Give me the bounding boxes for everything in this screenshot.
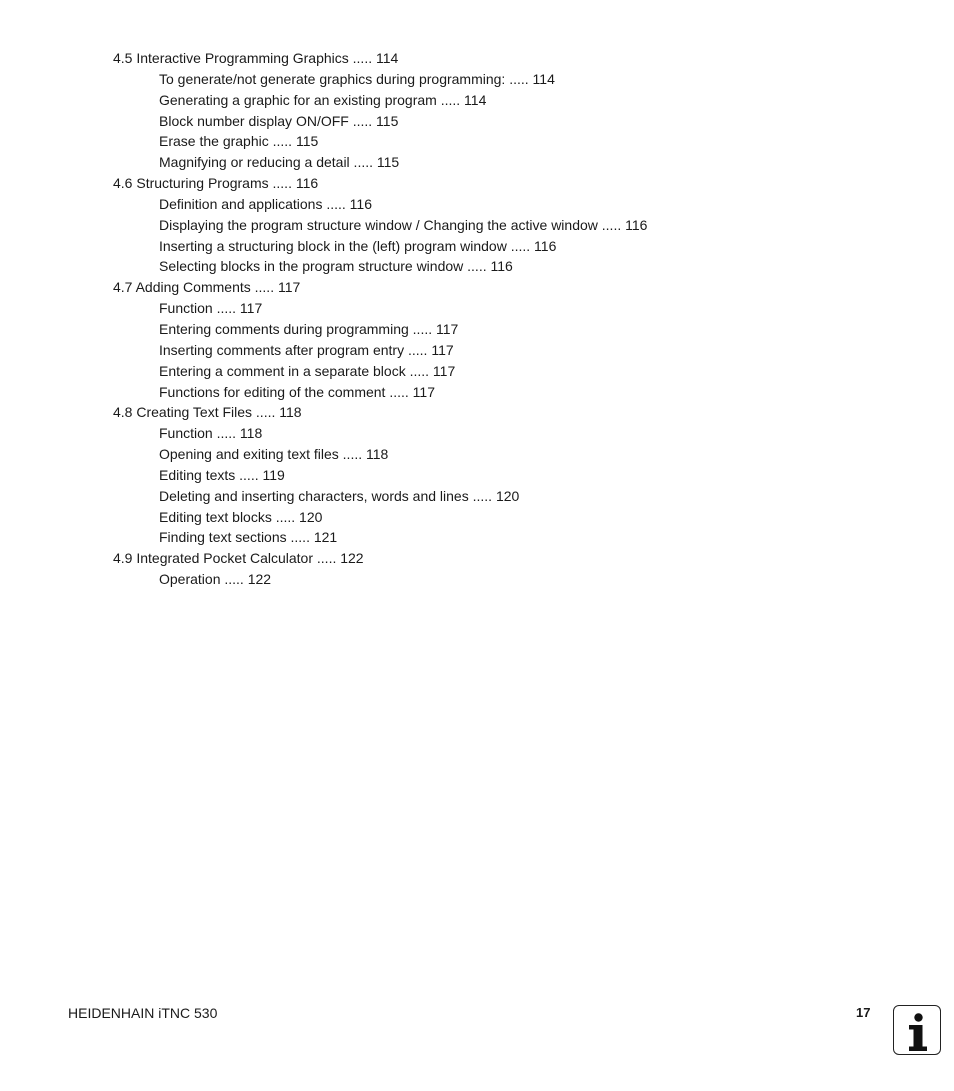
info-glyph xyxy=(894,1006,942,1056)
toc-section-entry: 4.9 Integrated Pocket Calculator ..... 122 xyxy=(113,550,364,567)
table-of-contents xyxy=(0,48,954,590)
toc-subsection-entry: Editing texts ..... 119 xyxy=(159,466,285,483)
toc-subsection-entry: Inserting a structuring block in the (left) program window ..... 116 xyxy=(159,237,557,254)
toc-subsection-entry: Finding text sections ..... 121 xyxy=(159,529,338,546)
toc-subsection-entry: Entering comments during programming ..... 117 xyxy=(159,320,459,337)
toc-subsection-entry: Deleting and inserting characters, words and lines ..... 120 xyxy=(159,487,520,504)
info-icon xyxy=(893,1005,941,1055)
toc-subsection-entry: Function ..... 118 xyxy=(159,425,263,442)
toc-subsection-entry: Function ..... 117 xyxy=(159,300,263,317)
toc-section-entry: 4.6 Structuring Programs ..... 116 xyxy=(113,175,319,192)
toc-subsection-entry: Operation ..... 122 xyxy=(159,571,272,588)
page-number: 17 xyxy=(856,1005,871,1020)
toc-section-entry: 4.5 Interactive Programming Graphics ..... 114 xyxy=(113,50,399,66)
toc-section-entry: 4.7 Adding Comments ..... 117 xyxy=(113,279,301,296)
toc-subsection-entry: Entering a comment in a separate block ..... 117 xyxy=(159,362,456,379)
toc-subsection-entry: Block number display ON/OFF ..... 115 xyxy=(159,112,399,129)
toc-subsection-entry: Selecting blocks in the program structure window ..... 116 xyxy=(159,258,513,275)
toc-subsection-entry: Definition and applications ..... 116 xyxy=(159,195,372,212)
toc-subsection-entry: Erase the graphic ..... 115 xyxy=(159,133,319,150)
footer-manual-title: HEIDENHAIN iTNC 530 xyxy=(68,1005,218,1021)
toc-subsection-entry: Displaying the program structure window / Changing the active window ..... 116 xyxy=(159,216,648,233)
toc-subsection-entry: Inserting comments after program entry ..... 117 xyxy=(159,341,454,358)
toc-subsection-entry: Magnifying or reducing a detail ..... 115 xyxy=(159,154,400,171)
toc-subsection-entry: Functions for editing of the comment ..... 117 xyxy=(159,383,435,400)
toc-subsection-entry: Opening and exiting text files ..... 118 xyxy=(159,446,389,463)
toc-subsection-entry: Generating a graphic for an existing program ..... 114 xyxy=(159,91,487,108)
toc-section-entry: 4.8 Creating Text Files ..... 118 xyxy=(113,404,302,421)
toc-subsection-entry: Editing text blocks ..... 120 xyxy=(159,508,323,525)
toc-subsection-entry: To generate/not generate graphics during programming: ..... 114 xyxy=(159,70,555,87)
